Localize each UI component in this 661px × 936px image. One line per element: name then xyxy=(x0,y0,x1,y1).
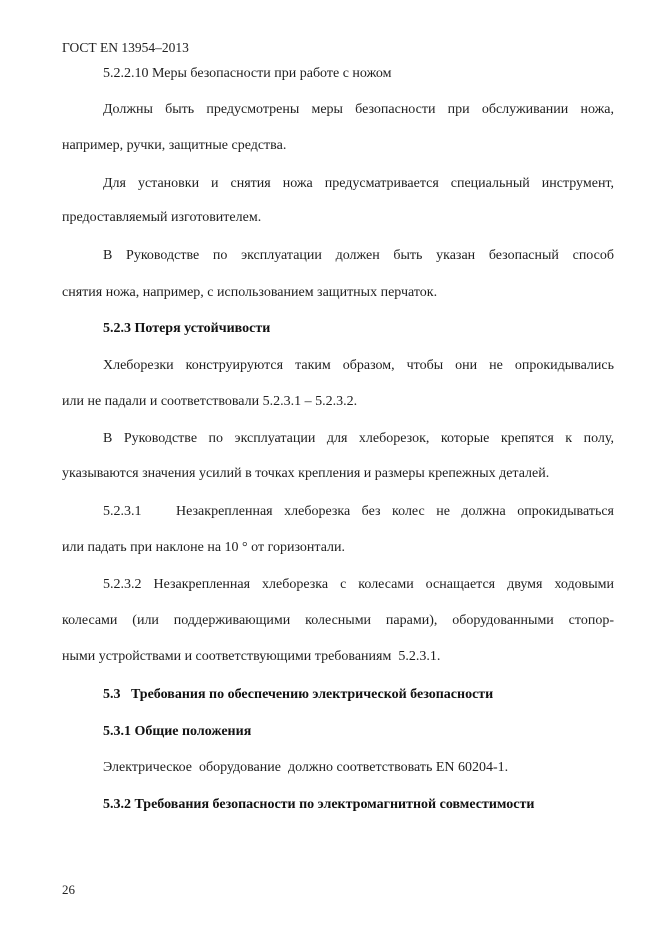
section-5-2-3-heading: 5.2.3 Потеря устойчивости xyxy=(103,321,271,336)
paragraph-7-line-1: 5.2.3.2 Незакрепленная хлеборезка с колесами оснащается двумя ходовыми xyxy=(103,577,614,592)
paragraph-3-line-1: В Руководстве по эксплуатации должен быть указан безопасный способ xyxy=(103,248,614,263)
paragraph-8-line-1: Электрическое оборудование должно соответствовать EN 60204-1. xyxy=(103,760,509,775)
document-code-header: ГОСТ EN 13954–2013 xyxy=(62,40,189,55)
paragraph-5-line-2: указываются значения усилий в точках крепления и размеры крепежных деталей. xyxy=(62,466,550,481)
section-5-3-2-heading: 5.3.2 Требования безопасности по электромагнитной совместимости xyxy=(103,797,535,812)
paragraph-6-line-1: 5.2.3.1 Незакрепленная хлеборезка без колес не должна опрокидываться xyxy=(103,504,614,519)
paragraph-5-line-1: В Руководстве по эксплуатации для хлеборезок, которые крепятся к полу, xyxy=(103,431,614,446)
paragraph-2-line-2: предоставляемый изготовителем. xyxy=(62,210,262,225)
paragraph-4-line-1: Хлеборезки конструируются таким образом, чтобы они не опрокидывались xyxy=(103,358,614,373)
paragraph-1-line-1: Должны быть предусмотрены меры безопасности при обслуживании ножа, xyxy=(103,102,614,117)
section-5-2-2-10-heading: 5.2.2.10 Меры безопасности при работе с ножом xyxy=(103,66,392,81)
paragraph-4-line-2: или не падали и соответствовали 5.2.3.1 – 5.2.3.2. xyxy=(62,394,358,409)
paragraph-1-line-2: например, ручки, защитные средства. xyxy=(62,138,287,153)
page-number: 26 xyxy=(62,882,75,897)
paragraph-6-line-2: или падать при наклоне на 10 ° от горизонтали. xyxy=(62,540,346,555)
section-5-3-1-heading: 5.3.1 Общие положения xyxy=(103,724,252,739)
paragraph-3-line-2: снятия ножа, например, с использованием защитных перчаток. xyxy=(62,285,438,300)
paragraph-7-line-3: ными устройствами и соответствующими требованиям 5.2.3.1. xyxy=(62,649,441,664)
section-5-3-heading: 5.3 Требования по обеспечению электрической безопасности xyxy=(103,687,494,702)
paragraph-2-line-1: Для установки и снятия ножа предусматривается специальный инструмент, xyxy=(103,176,614,191)
paragraph-7-line-2: колесами (или поддерживающими колесными парами), оборудованными стопор- xyxy=(62,613,614,628)
